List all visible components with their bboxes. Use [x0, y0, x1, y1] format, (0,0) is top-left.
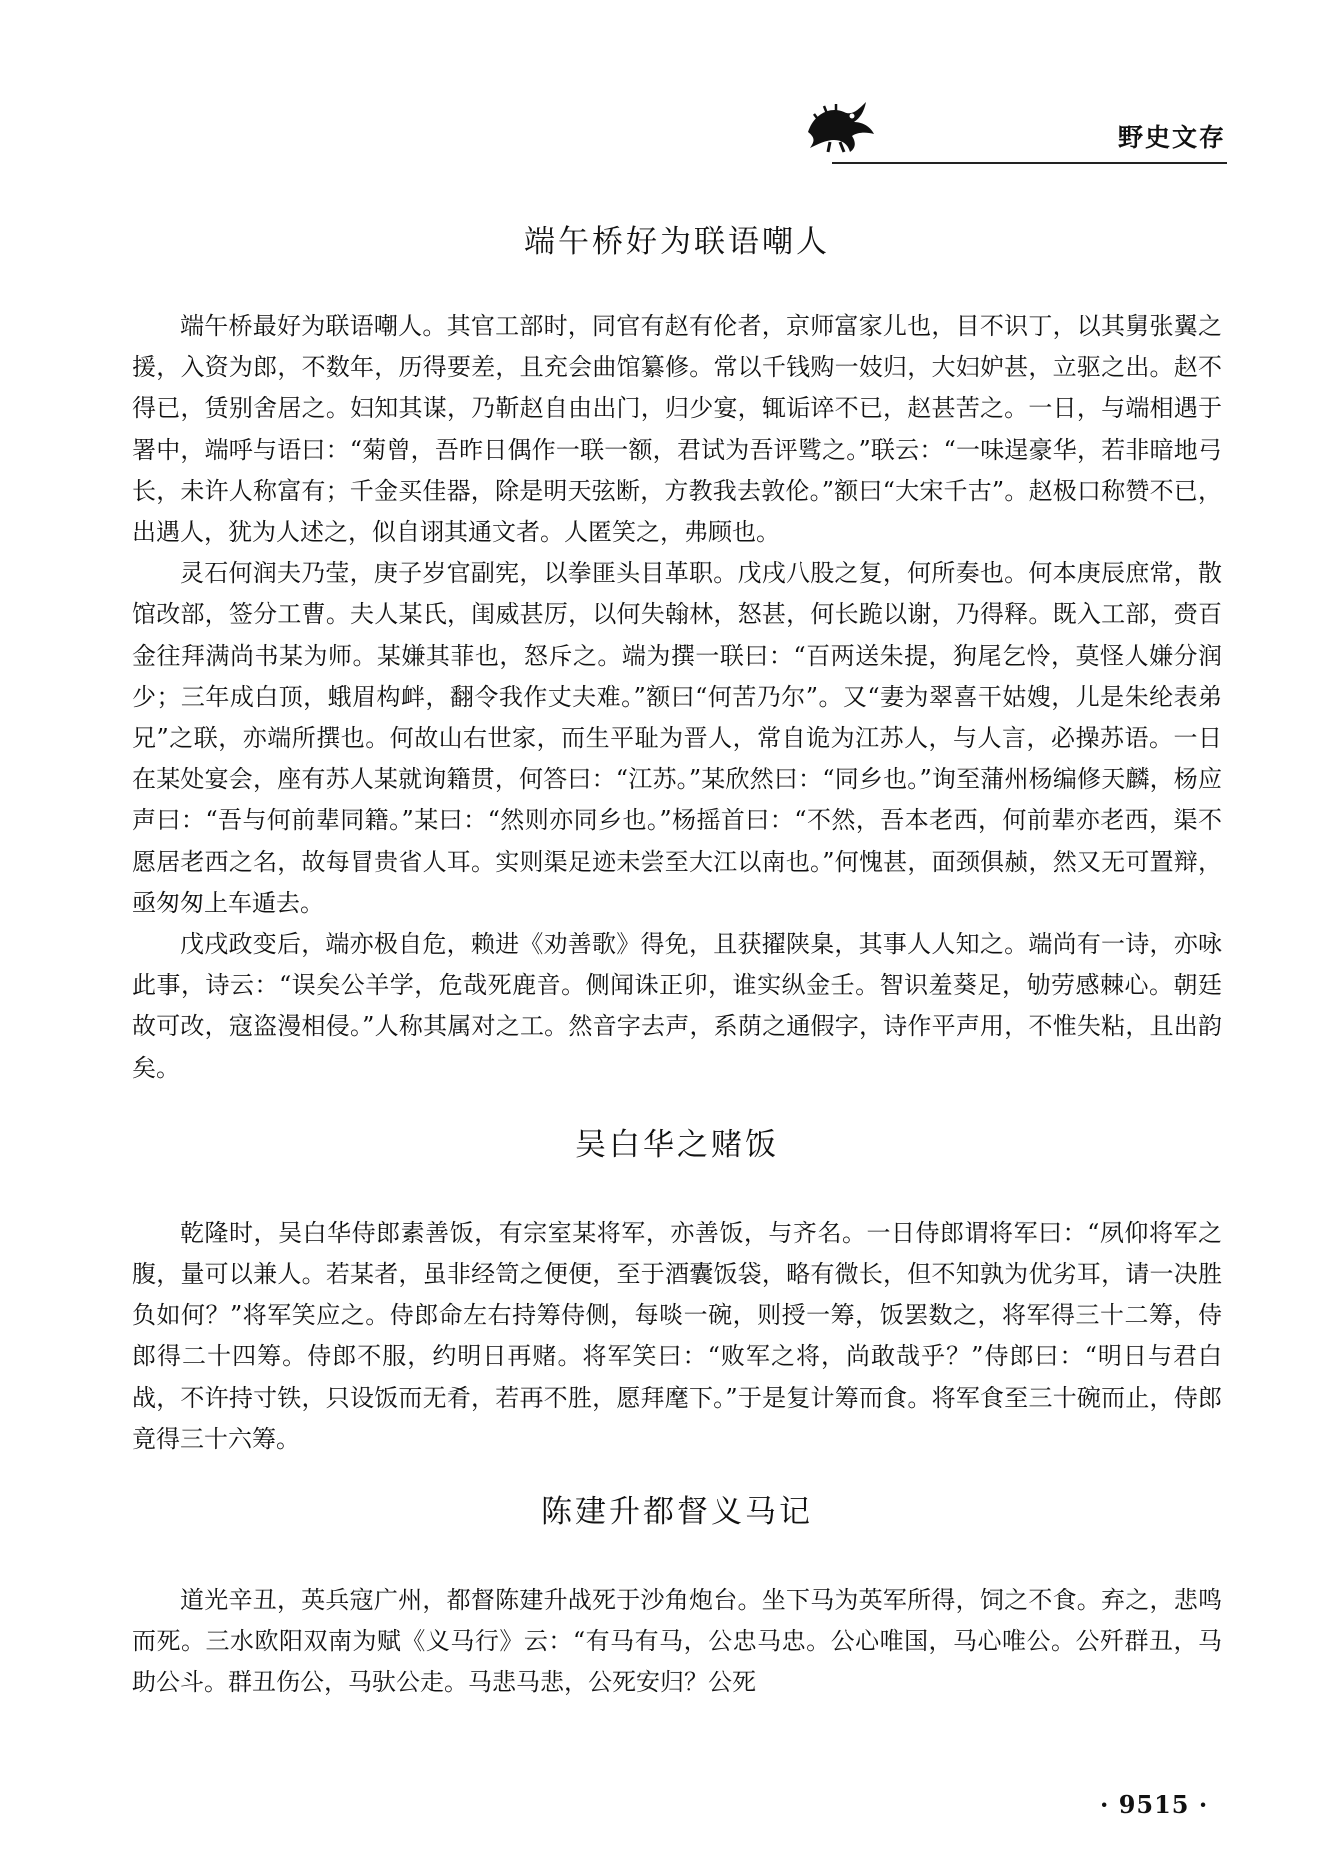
section-paragraph: 端午桥最好为联语嘲人。其官工部时，同官有赵有伦者，京师富家儿也，目不识丁，以其舅张翼之援，入资为郎，不数年，历得要差，且充会曲馆纂修。常以千钱购一妓归，大妇妒甚，立驱之出。赵不得已，赁别舍居之。妇知其谋，乃靳赵自由出门，归少宴，辄诟谇不已，赵甚苦之。一日，与端相遇于署中，端呼与语曰：“菊曾，吾昨日偶作一联一额，君试为吾评骘之。”联云：“一味逞豪华，若非暗地弓长，未许人称富有；千金买佳器，除是明天弦断，方教我去敦伦。”额曰“大宋千古”。赵极口称赞不已，出遇人，犹为人述之，似自诩其通文者。人匿笑之，弗顾也。: [132, 312, 1222, 547]
section-title: 端午桥好为联语嘲人: [524, 224, 830, 260]
section-title: 吴白华之赌饭: [575, 1126, 779, 1163]
section-paragraph: 道光辛丑，英兵寇广州，都督陈建升战死于沙角炮台。坐下马为英军所得，饲之不食。弃之，悲鸣而死。三水欧阳双南为赋《义马行》云：“有马有马，公忠马忠。公心唯国，马心唯公。公歼群丑，马助公斗。群丑伤公，马驮公走。马悲马悲，公死安归？公死: [132, 1586, 1222, 1697]
header-title: 野史文存: [1118, 123, 1227, 152]
section-title: 陈建升都督义马记: [541, 1494, 813, 1531]
section-paragraph: 灵石何润夫乃莹，庚子岁官副宪，以拳匪头目革职。戊戌八股之复，何所奏也。何本庚辰庶常，散馆改部，签分工曹。夫人某氏，闺威甚厉，以何失翰林，怒甚，何长跪以谢，乃得释。既入工部，赍百金往拜满尚书某为师。某嫌其菲也，怒斥之。端为撰一联曰：“百两送朱提，狗尾乞怜，莫怪人嫌分润少；三年成白顶，蛾眉构衅，翻令我作丈夫难。”额曰“何苦乃尔”。又“妻为翠喜干姑嫂，儿是朱纶表弟兄”之联，亦端所撰也。何故山右世家，而生平耻为晋人，常自诡为江苏人，与人言，必操苏语。一日在某处宴会，座有苏人某就询籍贯，何答曰：“江苏。”某欣然曰：“同乡也。”询至蒲州杨编修天麟，杨应声曰：“吾与何前辈同籍。”某曰：“然则亦同乡也。”杨摇首曰：“不然，吾本老西，何前辈亦老西，渠不愿居老西之名，故每冒贵省人耳。实则渠足迹未尝至大江以南也。”何愧甚，面颈俱赪，然又无可置辩，亟匆匆上车遁去。: [132, 559, 1222, 917]
dragon-emblem-icon: [800, 92, 878, 154]
page-body: [132, 200, 1222, 1704]
header-divider: [832, 162, 1227, 164]
page-header: [0, 0, 1322, 170]
page-number: · 9515 ·: [1100, 1790, 1209, 1819]
section-paragraph: 戊戌政变后，端亦极自危，赖进《劝善歌》得免，且获擢陕臬，其事人人知之。端尚有一诗，亦咏此事，诗云：“误矣公羊学，危哉死鹿音。侧闻诛正卯，谁实纵金壬。智识羞葵足，劬劳感棘心。朝廷故可改，寇盗漫相侵。”人称其属对之工。然音字去声，系荫之通假字，诗作平声用，不惟失粘，且出韵矣。: [132, 930, 1222, 1082]
section-paragraph: 乾隆时，吴白华侍郎素善饭，有宗室某将军，亦善饭，与齐名。一日侍郎谓将军曰：“夙仰将军之腹，量可以兼人。若某者，虽非经笥之便便，至于酒囊饭袋，略有微长，但不知孰为优劣耳，请一决胜负如何？”将军笑应之。侍郎命左右持筹侍侧，每啖一碗，则授一筹，饭罢数之，将军得三十二筹，侍郎得二十四筹。侍郎不服，约明日再赌。将军笑曰：“败军之将，尚敢哉乎？”侍郎曰：“明日与君白战，不许持寸铁，只设饭而无肴，若再不胜，愿拜麾下。”于是复计筹而食。将军食至三十碗而止，侍郎竟得三十六筹。: [132, 1218, 1222, 1453]
